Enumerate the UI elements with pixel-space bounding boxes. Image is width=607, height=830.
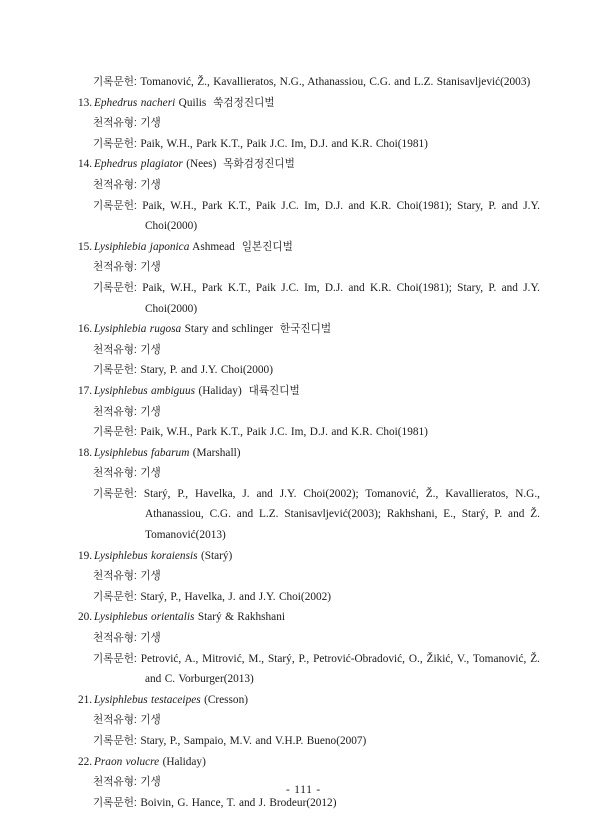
species-entry-title [78,237,540,258]
species-authority: (Starý) [200,549,233,562]
natural-enemy-type-value: 기생 [140,405,161,418]
record-literature-label: 기록문헌: [93,199,137,212]
species-entry [78,319,540,381]
species-entry [78,93,540,155]
natural-enemy-type-label: 천적유형: [93,405,137,418]
entry-number: 14. [78,158,93,171]
record-literature-label: 기록문헌: [93,652,137,665]
korean-common-name: 대륙진디벌 [248,384,300,397]
entry-number: 22. [78,755,93,768]
record-literature-text: Stary, P. and J.Y. Choi(2000) [140,364,273,377]
record-literature-line [78,196,540,237]
species-entry [78,607,540,689]
korean-common-name: 쑥검정진디벌 [213,96,275,109]
species-entry [78,546,540,608]
natural-enemy-type-value: 기생 [140,117,161,130]
natural-enemy-type-line [78,257,540,278]
species-entry-list [78,93,540,814]
natural-enemy-type-label: 천적유형: [93,776,137,789]
record-literature-line [78,278,540,319]
entry-number: 21. [78,693,93,706]
natural-enemy-type-label: 천적유형: [93,343,137,356]
entry-number: 20. [78,611,93,624]
entry-number: 15. [78,240,93,253]
record-literature-label: 기록문헌: [93,796,137,809]
species-authority: (Haliday) [162,755,206,768]
scientific-name: Ephedrus nacheri [94,96,176,109]
natural-enemy-type-line [78,710,540,731]
page-footer: - 111 - [286,784,321,796]
entry-number: 17. [78,384,93,397]
species-entry-title [78,752,540,773]
natural-enemy-type-value: 기생 [140,632,161,645]
species-entry [78,154,540,236]
scientific-name: Praon volucre [94,755,160,768]
scientific-name: Ephedrus plagiator [94,158,183,171]
scientific-name: Lysiphlebus orientalis [94,611,195,624]
scientific-name: Lysiphlebia rugosa [94,323,182,336]
orphan-reference-line [78,72,540,93]
korean-common-name: 한국진디벌 [279,323,332,336]
species-authority: Quilis [178,96,207,109]
record-literature-label: 기록문헌: [93,487,137,500]
species-authority: (Haliday) [198,384,242,397]
scientific-name: Lysiphlebus fabarum [94,446,190,459]
natural-enemy-type-label: 천적유형: [93,261,137,274]
species-entry [78,443,540,546]
record-literature-label: 기록문헌: [93,735,137,747]
natural-enemy-type-line [78,628,540,649]
natural-enemy-type-label: 천적유형: [93,714,137,727]
record-literature-label: 기록문헌: [93,281,137,294]
record-literature-text: Paik, W.H., Park K.T., Paik J.C. Im, D.J. and K.R. Choi(1981); Stary, P. and J.Y. Choi(2000) [142,199,540,233]
record-literature-label: 기록문헌: [93,590,137,603]
record-literature-line [78,484,540,546]
record-literature-text: Paik, W.H., Park K.T., Paik J.C. Im, D.J. and K.R. Choi(1981); Stary, P. and J.Y. Choi(2000) [142,281,540,315]
species-entry [78,237,540,319]
natural-enemy-type-label: 천적유형: [93,178,137,191]
record-literature-text: Petrović, A., Mitrović, M., Starý, P., Petrović-Obradović, O., Žikić, V., Tomanović, Ž. and C. Vorburger(2013) [140,652,540,686]
natural-enemy-type-line [78,340,540,361]
species-authority: Ashmead [192,240,235,253]
entry-number: 13. [78,96,93,109]
species-entry-title [78,381,540,402]
species-entry-title [78,319,540,340]
record-literature-line [78,360,540,381]
species-authority: (Nees) [186,158,217,171]
korean-common-name: 일본진디벌 [241,240,293,253]
species-entry-title [78,93,540,114]
species-entry-title [78,443,540,464]
natural-enemy-type-value: 기생 [140,570,161,583]
record-literature-line [78,422,540,443]
species-authority: (Marshall) [192,446,241,459]
record-literature-text: Paik, W.H., Park K.T., Paik J.C. Im, D.J. and K.R. Choi(1981) [140,426,428,439]
record-literature-line [78,649,540,690]
species-entry [78,752,540,814]
record-literature-line [78,731,540,752]
natural-enemy-type-label: 천적유형: [93,467,137,480]
record-literature-text: Starý, P., Havelka, J. and J.Y. Choi(2002) [140,590,332,603]
scientific-name: Lysiphlebia japonica [94,240,190,253]
species-entry-title [78,546,540,567]
species-entry-title [78,154,540,175]
natural-enemy-type-value: 기생 [140,714,161,727]
natural-enemy-type-line [78,463,540,484]
record-literature-label: 기록문헌: [93,364,137,377]
record-literature-text: Starý, P., Havelka, J. and J.Y. Choi(2002); Tomanović, Ž., Kavallieratos, N.G., Athanassiou, C.G. and L.Z. Stanisavljević(2003); Rakhshani, E., Starý, P. and Ž. Tomanović(2013) [143,487,540,542]
species-entry-title [78,690,540,711]
record-literature-label: 기록문헌: [93,76,137,88]
natural-enemy-type-label: 천적유형: [93,570,137,583]
record-literature-text: Boivin, G. Hance, T. and J. Brodeur(2012) [140,796,337,809]
species-authority: (Cresson) [204,693,248,706]
natural-enemy-type-value: 기생 [140,178,161,191]
record-literature-text: Stary, P., Sampaio, M.V. and V.H.P. Bueno(2007) [140,735,367,747]
entry-number: 18. [78,446,93,459]
record-literature-line [78,587,540,608]
entry-number: 19. [78,549,93,562]
scientific-name: Lysiphlebus koraiensis [94,549,198,562]
species-entry [78,690,540,752]
natural-enemy-type-value: 기생 [140,776,161,789]
natural-enemy-type-line [78,113,540,134]
scientific-name: Lysiphlebus testaceipes [94,693,201,706]
natural-enemy-type-label: 천적유형: [93,117,137,130]
natural-enemy-type-line [78,566,540,587]
record-literature-line [78,134,540,155]
species-authority: Starý & Rakhshani [197,611,285,624]
natural-enemy-type-line [78,402,540,423]
natural-enemy-type-label: 천적유형: [93,632,137,645]
natural-enemy-type-value: 기생 [140,261,161,274]
record-literature-label: 기록문헌: [93,137,137,150]
species-authority: Stary and schlinger [184,323,274,336]
natural-enemy-type-line [78,175,540,196]
orphan-reference-text: Tomanović, Ž., Kavallieratos, N.G., Athanassiou, C.G. and L.Z. Stanisavljević(2003) [140,76,531,88]
entry-number: 16. [78,323,93,336]
species-entry-title [78,607,540,628]
species-entry [78,381,540,443]
record-literature-label: 기록문헌: [93,426,137,439]
natural-enemy-type-value: 기생 [140,343,161,356]
natural-enemy-type-value: 기생 [140,467,161,480]
korean-common-name: 목화검정진디벌 [223,158,295,171]
scientific-name: Lysiphlebus ambiguus [94,384,195,397]
page-body [78,72,540,813]
record-literature-text: Paik, W.H., Park K.T., Paik J.C. Im, D.J. and K.R. Choi(1981) [140,137,428,150]
